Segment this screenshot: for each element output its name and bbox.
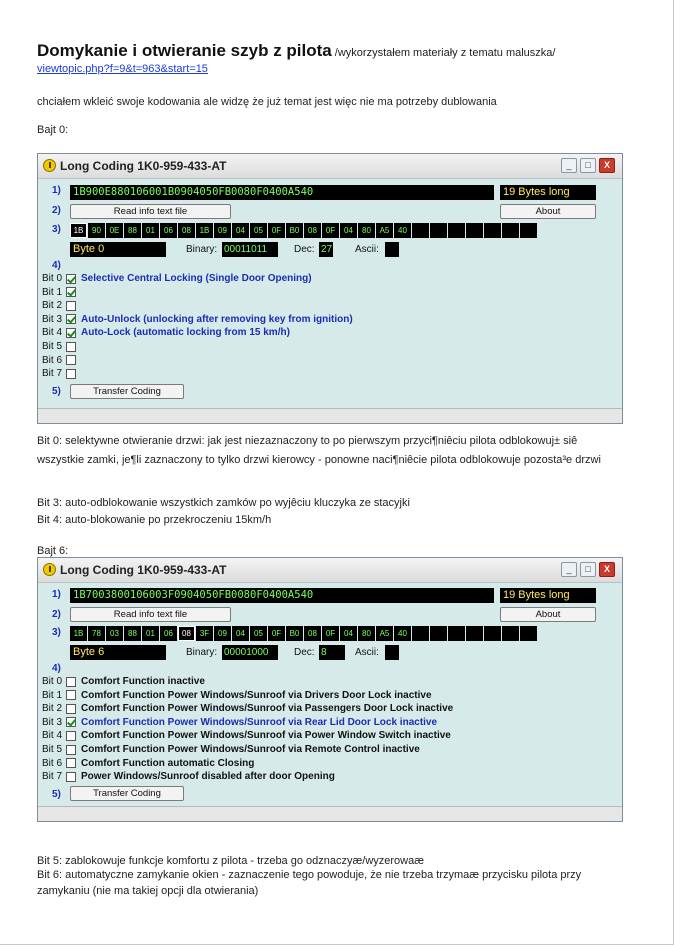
byte-cell[interactable]: 08 (178, 626, 195, 641)
dec-value: 27 (321, 244, 333, 255)
byte-cell[interactable]: 06 (160, 223, 177, 238)
app-warning-icon (43, 159, 56, 172)
status-bar (38, 806, 622, 821)
maximize-button[interactable]: □ (580, 562, 596, 577)
bit-checkbox[interactable] (66, 355, 76, 365)
bit-name: Bit 4 (42, 327, 63, 339)
topic-link[interactable]: viewtopic.php?f=9&t=963&start=15 (37, 63, 208, 75)
byte-cell[interactable]: 09 (214, 626, 231, 641)
ascii-value (385, 645, 399, 660)
binary-value: 00001000 (222, 645, 278, 660)
byte-cell[interactable]: 08 (178, 223, 195, 238)
bit-checkbox[interactable] (66, 342, 76, 352)
bit-description: Comfort Function Power Windows/Sunroof via Rear Lid Door Lock inactive (81, 716, 438, 728)
byte-cell[interactable]: B0 (286, 223, 303, 238)
row-number: 3) (52, 224, 61, 235)
row-number: 5) (52, 789, 61, 800)
byte-cell[interactable]: 0F (268, 223, 285, 238)
row-number: 3) (52, 627, 61, 638)
byte-cell[interactable]: 01 (142, 626, 159, 641)
bit-row (42, 757, 254, 770)
bit-name: Bit 5 (42, 744, 63, 755)
bit0-explanation-cont: wszystkie zamki, je¶li zaznaczony to tylko drzwi kierowcy - ponowne naci¶niêcie pilota odblokowuje pozosta³e drzwi (37, 454, 601, 466)
bit-checkbox[interactable] (66, 287, 76, 297)
byte-cell[interactable]: 88 (124, 223, 141, 238)
bit3-explanation: Bit 3: auto-odblokowanie wszystkich zamków po wyjêciu kluczyka ze stacyjki (37, 497, 410, 509)
binary-label: Binary: (186, 647, 218, 658)
app-warning-icon (43, 563, 56, 576)
byte-cell[interactable]: 05 (250, 626, 267, 641)
section-label-byte6: Bajt 6: (37, 545, 69, 557)
byte-cells (70, 626, 538, 641)
binary-value: 00011011 (222, 242, 278, 257)
bit-checkbox[interactable] (66, 274, 76, 284)
byte-cell[interactable]: A5 (376, 626, 393, 641)
byte-cell[interactable]: 0F (322, 223, 339, 238)
bit-row (42, 367, 81, 380)
byte-cell[interactable]: 80 (358, 626, 375, 641)
bit-description: Comfort Function automatic Closing (81, 757, 255, 769)
intro-text: chciałem wkleić swoje kodowania ale widzę że już temat jest więc nie ma potrzeby dublowania (37, 96, 497, 108)
byte-selector[interactable]: Byte 0 (70, 242, 166, 257)
window-title: Long Coding 1K0-959-433-AT (60, 563, 227, 577)
bit-description: Comfort Function Power Windows/Sunroof via Remote Control inactive (81, 744, 420, 755)
byte-cell[interactable]: 04 (232, 223, 249, 238)
byte-cell[interactable] (502, 223, 519, 238)
byte-cell[interactable] (520, 626, 537, 641)
bit6-explanation-cont: zamykaniu (nie ma takiej opcji dla otwierania) (37, 885, 259, 897)
bit-row (42, 326, 290, 339)
byte-cell[interactable] (520, 223, 537, 238)
byte-cell[interactable]: 40 (394, 223, 411, 238)
row-number: 5) (52, 386, 61, 397)
byte-cell[interactable]: 06 (160, 626, 177, 641)
bit0-explanation: Bit 0: selektywne otwieranie drzwi: jak jest niezaznaczony to po pierwszym przyci¶niêciu pilota odblokowuj± siê (37, 435, 578, 447)
bit4-explanation: Bit 4: auto-blokowanie po przekroczeniu 15km/h (37, 514, 272, 526)
byte-cell[interactable]: 1B (196, 223, 213, 238)
long-coding-window-1 (37, 153, 623, 424)
bit-row (42, 675, 205, 688)
bit-name: Bit 7 (42, 771, 63, 783)
title-bar (38, 154, 622, 179)
bit-row (42, 313, 353, 326)
byte-cell[interactable]: 04 (232, 626, 249, 641)
bit-checkbox[interactable] (66, 314, 76, 324)
bit-name: Bit 6 (42, 757, 63, 769)
dec-label: Dec: (294, 244, 315, 255)
bit5-explanation: Bit 5: zablokowuje funkcje komfortu z pilota - trzeba go odznaczyæ/wyzerowaæ (37, 855, 425, 867)
byte-cell[interactable]: 04 (340, 223, 357, 238)
byte-cell[interactable] (448, 626, 465, 641)
bit6-explanation: Bit 6: automatyczne zamykanie okien - zaznaczenie tego powoduje, że nie trzeba trzymaæ przycisku pilota przy (37, 869, 582, 881)
bit-row (42, 702, 453, 715)
bit-name: Bit 1 (42, 286, 63, 298)
minimize-button[interactable]: _ (561, 562, 577, 577)
bit-description: Selective Central Locking (Single Door Opening) (81, 273, 312, 284)
bit-row (42, 743, 420, 756)
read-info-button[interactable]: Read info text file (70, 204, 231, 219)
byte-cell[interactable] (430, 223, 447, 238)
bit-row (42, 770, 335, 783)
bit-name: Bit 4 (42, 730, 63, 742)
bit-checkbox[interactable] (66, 369, 76, 379)
coding-value-field[interactable]: 1B7003800106003F0904050FB0080F0400A540 (70, 588, 494, 603)
coding-value-field[interactable]: 1B900E880106001B0904050FB0080F0400A540 (70, 185, 494, 200)
byte-cell[interactable] (412, 223, 429, 238)
byte-cell[interactable]: B0 (286, 626, 303, 641)
bit-description: Comfort Function Power Windows/Sunroof via Drivers Door Lock inactive (81, 689, 432, 701)
bit-checkbox[interactable] (66, 690, 76, 700)
ascii-label: Ascii: (355, 244, 379, 255)
byte-cell[interactable]: 88 (124, 626, 141, 641)
heading-line (37, 41, 657, 61)
byte-cell[interactable]: 05 (250, 223, 267, 238)
bit-row (42, 354, 81, 367)
transfer-coding-button[interactable]: Transfer Coding (70, 384, 184, 399)
byte-cell[interactable]: 3F (196, 626, 213, 641)
byte-cell[interactable]: 0F (322, 626, 339, 641)
close-button[interactable]: X (599, 562, 615, 577)
ascii-value (385, 242, 399, 257)
byte-cell[interactable]: 04 (340, 626, 357, 641)
long-coding-window-2 (37, 557, 623, 822)
about-button[interactable]: About (500, 607, 596, 622)
bit-name: Bit 2 (42, 703, 63, 715)
bit-name: Bit 2 (42, 300, 63, 312)
title-bar (38, 558, 622, 583)
bit-checkbox[interactable] (66, 677, 76, 687)
bit-checkbox[interactable] (66, 758, 76, 768)
bit-name: Bit 0 (42, 273, 63, 284)
byte-cell[interactable]: 1B (70, 626, 87, 641)
bit-checkbox[interactable] (66, 717, 76, 727)
byte-cell[interactable]: A5 (376, 223, 393, 238)
ascii-label: Ascii: (355, 647, 379, 658)
bit-row (42, 689, 432, 702)
byte-cell[interactable]: 0F (268, 626, 285, 641)
page-title: Domykanie i otwieranie szyb z pilota (37, 41, 332, 60)
dec-value: 8 (319, 645, 345, 660)
maximize-button[interactable]: □ (580, 158, 596, 173)
byte-cell[interactable] (502, 626, 519, 641)
row-number: 1) (52, 185, 61, 196)
row-number: 1) (52, 589, 61, 600)
bit-row (42, 716, 437, 729)
byte-selector[interactable]: Byte 6 (70, 645, 166, 660)
dec-label: Dec: (294, 647, 315, 658)
bit-checkbox[interactable] (66, 772, 76, 782)
bit-description: Auto-Lock (automatic locking from 15 km/h) (81, 327, 290, 339)
byte-cell[interactable] (430, 626, 447, 641)
bit-name: Bit 3 (42, 313, 63, 325)
window-title: Long Coding 1K0-959-433-AT (60, 159, 227, 173)
byte-cell[interactable]: 1B (70, 223, 87, 238)
byte-cell[interactable] (466, 223, 483, 238)
row-number: 4) (52, 663, 61, 674)
row-number: 2) (52, 609, 61, 620)
bit-checkbox[interactable] (66, 704, 76, 714)
bit-checkbox[interactable] (66, 731, 76, 741)
binary-label: Binary: (186, 244, 218, 255)
bit-checkbox[interactable] (66, 301, 76, 311)
byte-cell[interactable]: 0E (106, 223, 123, 238)
bit-description: Comfort Function inactive (81, 676, 205, 687)
byte-cell[interactable] (412, 626, 429, 641)
byte-cell[interactable]: 78 (88, 626, 105, 641)
byte-cell[interactable]: 09 (214, 223, 231, 238)
bit-row (42, 299, 81, 312)
bit-checkbox[interactable] (66, 328, 76, 338)
row-number: 4) (52, 260, 61, 271)
byte-cell[interactable] (484, 626, 501, 641)
byte-cell[interactable] (484, 223, 501, 238)
bit-name: Bit 3 (42, 716, 63, 728)
close-button[interactable]: X (599, 158, 615, 173)
byte-cell[interactable]: 40 (394, 626, 411, 641)
bit-row (42, 340, 81, 353)
bit-name: Bit 1 (42, 689, 63, 701)
byte-count-label: 19 Bytes long (500, 185, 596, 200)
byte-cells (70, 223, 538, 238)
byte-cell[interactable]: 08 (304, 223, 321, 238)
bit-name: Bit 0 (42, 676, 63, 687)
bit-name: Bit 6 (42, 354, 63, 366)
bit-checkbox[interactable] (66, 745, 76, 755)
bit-row (42, 286, 81, 299)
read-info-button[interactable]: Read info text file (70, 607, 231, 622)
minimize-button[interactable]: _ (561, 158, 577, 173)
bit-row (42, 729, 451, 742)
byte-cell[interactable]: 80 (358, 223, 375, 238)
bit-description: Comfort Function Power Windows/Sunroof via Power Window Switch inactive (81, 730, 451, 742)
byte-count-label: 19 Bytes long (500, 588, 596, 603)
bit-description: Comfort Function Power Windows/Sunroof via Passengers Door Lock inactive (81, 703, 454, 715)
bit-description: Auto-Unlock (unlocking after removing key from ignition) (81, 313, 353, 325)
title-note: /wykorzystałem materiały z tematu maluszka/ (331, 47, 556, 59)
bit-name: Bit 7 (42, 368, 63, 380)
transfer-coding-button[interactable]: Transfer Coding (70, 786, 184, 801)
byte-cell[interactable]: 01 (142, 223, 159, 238)
byte-cell[interactable]: 08 (304, 626, 321, 641)
bit-row (42, 272, 312, 285)
row-number: 2) (52, 205, 61, 216)
status-bar (38, 408, 622, 423)
byte-cell[interactable] (448, 223, 465, 238)
byte-cell[interactable] (466, 626, 483, 641)
bit-name: Bit 5 (42, 341, 63, 352)
bit-description: Power Windows/Sunroof disabled after door Opening (81, 771, 335, 783)
section-label-byte0: Bajt 0: (37, 124, 69, 136)
about-button[interactable]: About (500, 204, 596, 219)
byte-cell[interactable]: 90 (88, 223, 105, 238)
byte-cell[interactable]: 03 (106, 626, 123, 641)
